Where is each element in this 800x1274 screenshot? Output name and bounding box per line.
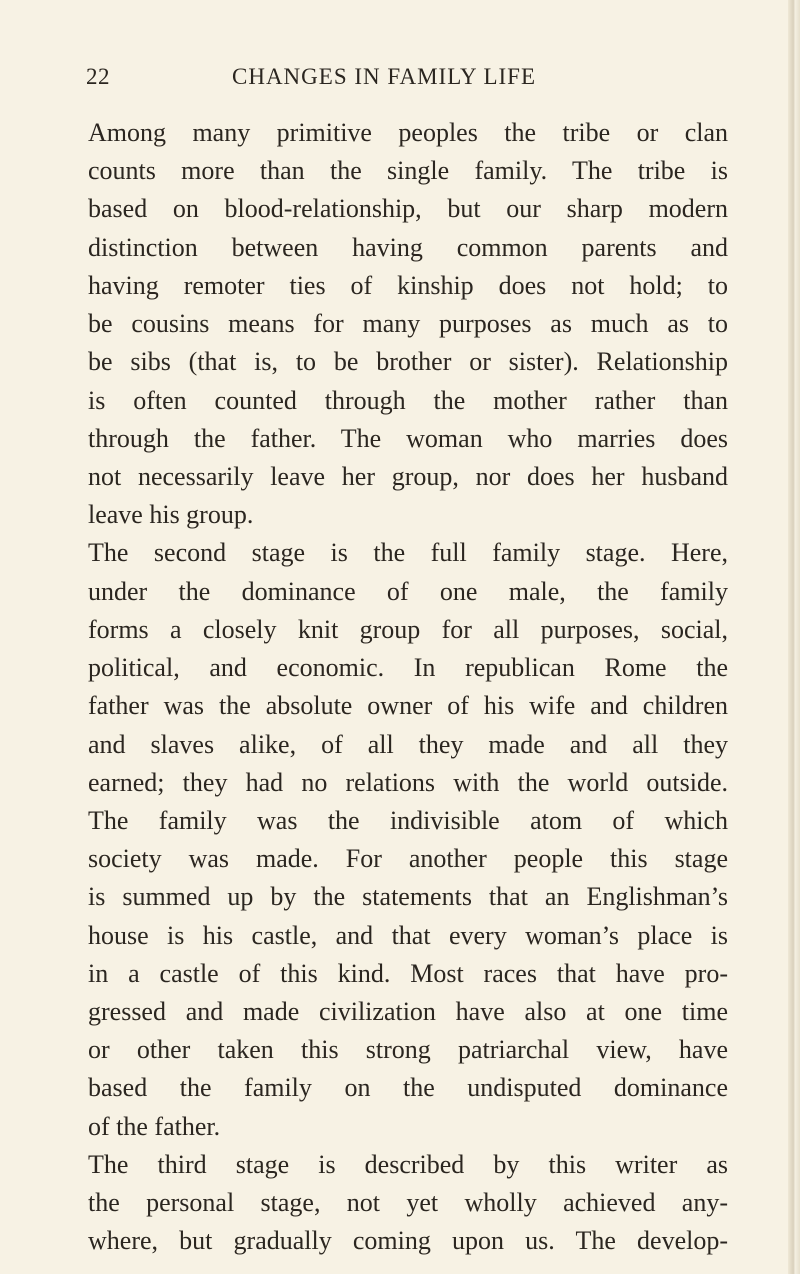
text-line: counts more than the single family. The tribe is [88,156,728,186]
text-line: of the father. [88,1111,221,1141]
text-line: based the family on the undisputed dominance [88,1073,728,1103]
text-line: gressed and made civilization have also at one time [88,997,728,1027]
body-text [88,114,728,1261]
running-head [86,64,726,94]
text-line: political, and economic. In republican Rome the [88,653,728,683]
text-line: society was made. For another people this stage [88,844,728,874]
text-line: father was the absolute owner of his wife and children [88,691,728,721]
text-line: based on blood-relationship, but our sharp modern [88,194,728,224]
running-title: CHANGES IN FAMILY LIFE [232,64,536,89]
text-line: earned; they had no relations with the world outside. [88,767,728,797]
text-line: under the dominance of one male, the family [88,576,728,606]
text-line: be sibs (that is, to be brother or sister). Relationship [88,347,728,377]
text-line: forms a closely knit group for all purposes, social, [88,614,728,644]
page-edge [788,0,800,1274]
text-line: is often counted through the mother rather than [88,385,728,415]
text-line: or other taken this strong patriarchal view, have [88,1035,728,1065]
text-line: The second stage is the full family stage. Here, [88,538,728,568]
text-line: through the father. The woman who marries does [88,423,728,453]
text-line: the personal stage, not yet wholly achieved any- [88,1188,728,1218]
text-line: and slaves alike, of all they made and all they [88,729,728,759]
text-line: be cousins means for many purposes as much as to [88,309,728,339]
text-line: house is his castle, and that every woman’s place is [88,920,728,950]
text-line: in a castle of this kind. Most races that have pro- [88,958,728,988]
text-line: leave his group. [88,500,254,530]
text-line: distinction between having common parents and [88,232,728,262]
text-line: where, but gradually coming upon us. The develop- [88,1226,728,1256]
text-line: not necessarily leave her group, nor does her husband [88,461,728,491]
text-line: The family was the indivisible atom of which [88,805,728,835]
text-line: having remoter ties of kinship does not hold; to [88,270,728,300]
text-line: The third stage is described by this writer as [88,1149,728,1179]
text-line: is summed up by the statements that an Englishman’s [88,882,728,912]
page-number: 22 [86,64,110,89]
text-line: Among many primitive peoples the tribe or clan [88,118,728,147]
